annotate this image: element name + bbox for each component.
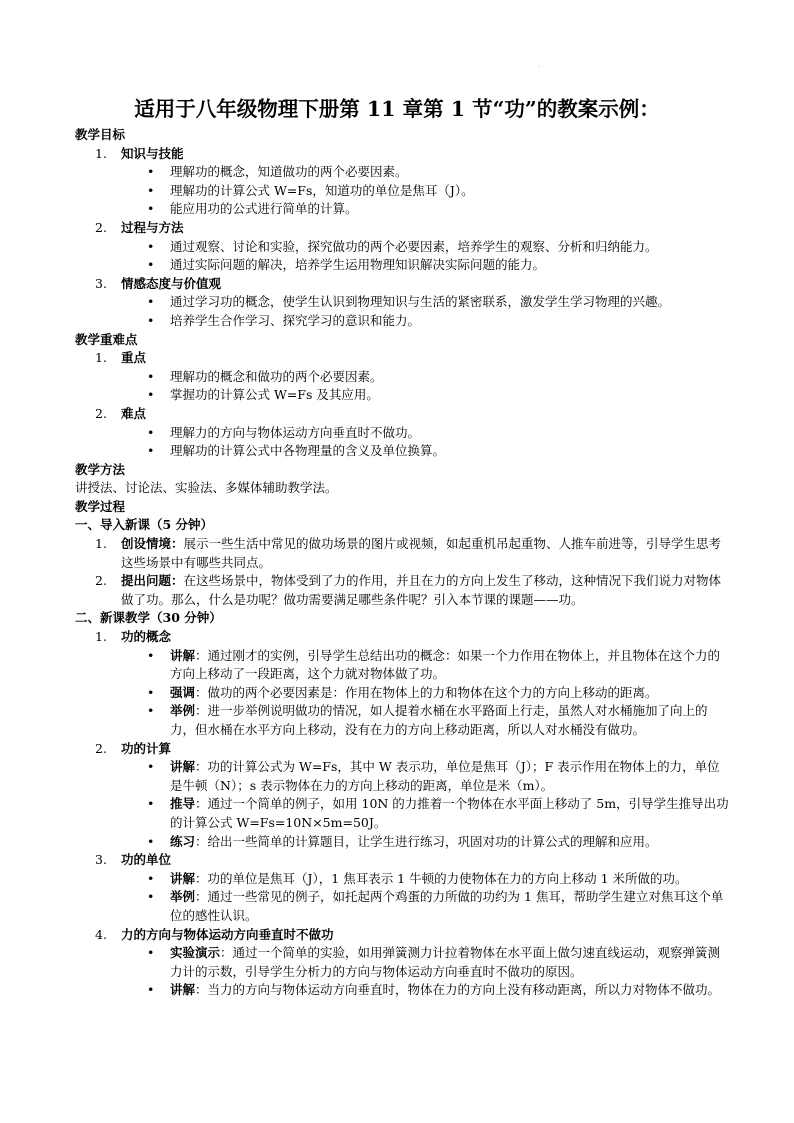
bullet-icon: • bbox=[147, 833, 155, 849]
bullet-icon: • bbox=[147, 982, 155, 998]
subsection-title: 力的方向与物体运动方向垂直时不做功 bbox=[121, 926, 334, 942]
bullet-item bbox=[75, 981, 730, 1000]
list-number: 1. bbox=[95, 629, 107, 645]
bullet-text: ：当力的方向与物体运动方向垂直时，物体在力的方向上没有移动距离，所以力对物体不做功。 bbox=[195, 982, 721, 998]
section-heading: 教学目标 bbox=[75, 127, 126, 142]
bullet-icon: • bbox=[147, 387, 155, 403]
bullet-text: ：给出一些简单的计算题目，让学生进行练习，巩固对功的计算公式的理解和应用。 bbox=[195, 833, 658, 849]
subsection-heading bbox=[75, 740, 730, 759]
bullet-label: 练习 bbox=[170, 833, 196, 849]
subsection-heading bbox=[75, 145, 730, 164]
section-heading: 教学过程 bbox=[75, 498, 126, 514]
bullet-label: 讲解 bbox=[170, 647, 196, 663]
list-number: 2. bbox=[95, 405, 107, 421]
bullet-text: 理解功的概念，知道做功的两个必要因素。 bbox=[170, 164, 408, 180]
bullet-item bbox=[75, 647, 730, 684]
list-number: 3. bbox=[95, 275, 107, 291]
document-title: 适用于八年级物理下册第 11 章第 1 节“功”的教案示例： bbox=[134, 97, 660, 121]
item-text: 在这些场景中，物体受到了力的作用，并且在力的方向上发生了移动，这种情况下我们说力对物体做了功。那么，什么是功呢？做功需要满足哪些条件呢？引入本节课的课题——功。 bbox=[121, 573, 722, 607]
subsection-heading bbox=[75, 851, 730, 870]
bullet-text: 培养学生合作学习、探究学习的意识和能力。 bbox=[170, 312, 421, 328]
subsection-heading bbox=[75, 405, 730, 424]
list-number: 2. bbox=[95, 573, 107, 589]
bullet-text: 通过学习功的概念，使学生认识到物理知识与生活的紧密联系，激发学生学习物理的兴趣。 bbox=[170, 294, 671, 310]
bullet-item bbox=[75, 684, 730, 703]
bullet-text: ：进一步举例说明做功的情况，如人提着水桶在水平路面上行走，虽然人对水桶施加了向上的力，但水桶在水平方向上移动，没有在力的方向上移动距离，所以人对水桶没有做功。 bbox=[170, 703, 708, 737]
bullet-item bbox=[75, 182, 730, 201]
list-number: 1. bbox=[95, 536, 107, 552]
bullet-icon: • bbox=[147, 889, 155, 905]
bullet-icon: • bbox=[147, 684, 155, 700]
item-label: 创设情境： bbox=[121, 536, 184, 552]
bullet-icon: • bbox=[147, 703, 155, 719]
bullet-icon: • bbox=[147, 238, 155, 254]
bullet-item bbox=[75, 795, 730, 832]
bullet-text: ：通过一个简单的实验，如用弹簧测力计拉着物体在水平面上做匀速直线运动，观察弹簧测力计的示数，引导学生分析力的方向与物体运动方向垂直时不做功的原因。 bbox=[170, 945, 721, 979]
subsection-title: 重点 bbox=[121, 350, 147, 366]
bullet-icon: • bbox=[147, 294, 155, 310]
bullet-item bbox=[75, 163, 730, 182]
bullet-text: ：功的计算公式为 W=Fs，其中 W 表示功，单位是焦耳（J）；F 表示作用在物体上的力，单位是牛顿（N）；s 表示物体在力的方向上移动的距离，单位是米（m）。 bbox=[170, 759, 720, 793]
subsection-title: 功的概念 bbox=[121, 629, 172, 645]
bullet-item bbox=[75, 386, 730, 405]
bullet-label: 实验演示 bbox=[170, 945, 221, 961]
bullet-label: 讲解 bbox=[170, 982, 196, 998]
bullet-icon: • bbox=[147, 443, 155, 459]
part-heading: 一、导入新课（5 分钟） bbox=[75, 517, 214, 533]
list-number: 1. bbox=[95, 350, 107, 366]
list-number: 3. bbox=[95, 852, 107, 868]
bullet-item bbox=[75, 870, 730, 889]
bullet-item bbox=[75, 200, 730, 219]
bullet-icon: • bbox=[147, 647, 155, 663]
subsection-heading bbox=[75, 219, 730, 238]
bullet-item bbox=[75, 368, 730, 387]
bullet-text: 理解功的计算公式 W=Fs，知道功的单位是焦耳（J）。 bbox=[170, 182, 474, 198]
paragraph: 讲授法、讨论法、实验法、多媒体辅助教学法。 bbox=[75, 480, 338, 496]
bullet-text: ：功的单位是焦耳（J），1 焦耳表示 1 牛顿的力使物体在力的方向上移动 1 米所做的功。 bbox=[195, 870, 688, 886]
bullet-icon: • bbox=[147, 201, 155, 217]
bullet-icon: • bbox=[147, 796, 155, 812]
bullet-item bbox=[75, 758, 730, 795]
bullet-label: 讲解 bbox=[170, 759, 196, 775]
bullet-icon: • bbox=[147, 182, 155, 198]
bullet-item bbox=[75, 702, 730, 739]
subsection-title: 功的单位 bbox=[121, 852, 172, 868]
bullet-item bbox=[75, 944, 730, 981]
bullet-label: 举例 bbox=[170, 703, 196, 719]
section-heading: 教学重难点 bbox=[75, 331, 138, 347]
subsection-title: 情感态度与价值观 bbox=[121, 275, 222, 291]
bullet-text: ：通过一个简单的例子，如用 10N 的力推着一个物体在水平面上移动了 5m，引导学生推导出功的计算公式 W=Fs=10N×5m=50J。 bbox=[170, 796, 729, 830]
document-body bbox=[75, 126, 730, 1000]
subsection-heading bbox=[75, 349, 730, 368]
list-number: 2. bbox=[95, 219, 107, 235]
bullet-icon: • bbox=[147, 164, 155, 180]
bullet-label: 举例 bbox=[170, 889, 196, 905]
item-label: 提出问题： bbox=[121, 573, 184, 589]
numbered-item bbox=[75, 572, 730, 609]
list-number: 2. bbox=[95, 740, 107, 756]
bullet-item bbox=[75, 312, 730, 331]
section-heading: 教学方法 bbox=[75, 461, 126, 477]
bullet-icon: • bbox=[147, 870, 155, 886]
bullet-icon: • bbox=[147, 759, 155, 775]
bullet-text: 掌握功的计算公式 W=Fs 及其应用。 bbox=[170, 387, 379, 403]
subsection-heading bbox=[75, 628, 730, 647]
bullet-item bbox=[75, 833, 730, 852]
bullet-icon: • bbox=[147, 257, 155, 273]
bullet-icon: • bbox=[147, 945, 155, 961]
numbered-item bbox=[75, 535, 730, 572]
bullet-item bbox=[75, 238, 730, 257]
bullet-label: 讲解 bbox=[170, 870, 196, 886]
bullet-label: 推导 bbox=[170, 796, 196, 812]
bullet-item bbox=[75, 293, 730, 312]
bullet-text: 理解力的方向与物体运动方向垂直时不做功。 bbox=[170, 424, 421, 440]
subsection-heading bbox=[75, 275, 730, 294]
bullet-text: ：做功的两个必要因素是：作用在物体上的力和物体在这个力的方向上移动的距离。 bbox=[195, 684, 658, 700]
bullet-item bbox=[75, 442, 730, 461]
bullet-text: 通过实际问题的解决，培养学生运用物理知识解决实际问题的能力。 bbox=[170, 257, 546, 273]
bullet-item bbox=[75, 888, 730, 925]
bullet-text: 能应用功的公式进行简单的计算。 bbox=[170, 201, 358, 217]
bullet-item bbox=[75, 256, 730, 275]
bullet-text: ：通过刚才的实例，引导学生总结出功的概念：如果一个力作用在物体上，并且物体在这个力的方向上移动了一段距离，这个力就对物体做了功。 bbox=[170, 647, 721, 682]
subsection-title: 过程与方法 bbox=[121, 219, 184, 235]
part-heading: 二、新课教学（30 分钟） bbox=[75, 610, 222, 626]
subsection-title: 功的计算 bbox=[121, 740, 172, 756]
subsection-title: 难点 bbox=[121, 405, 147, 421]
header-mark: · bbox=[538, 64, 540, 71]
bullet-text: 理解功的概念和做功的两个必要因素。 bbox=[170, 368, 383, 384]
bullet-icon: • bbox=[147, 424, 155, 440]
item-text: 展示一些生活中常见的做功场景的图片或视频，如起重机吊起重物、人推车前进等，引导学生思考这些场景中有哪些共同点。 bbox=[121, 536, 722, 570]
bullet-label: 强调 bbox=[170, 684, 196, 700]
bullet-item bbox=[75, 424, 730, 443]
bullet-text: 通过观察、讨论和实验，探究做功的两个必要因素，培养学生的观察、分析和归纳能力。 bbox=[170, 238, 658, 254]
bullet-text: ：通过一些常见的例子，如托起两个鸡蛋的力所做的功约为 1 焦耳，帮助学生建立对焦耳这个单位的感性认识。 bbox=[170, 889, 724, 923]
list-number: 4. bbox=[95, 926, 107, 942]
subsection-title: 知识与技能 bbox=[121, 145, 184, 161]
bullet-text: 理解功的计算公式中各物理量的含义及单位换算。 bbox=[170, 443, 446, 459]
subsection-heading bbox=[75, 926, 730, 945]
bullet-icon: • bbox=[147, 368, 155, 384]
list-number: 1. bbox=[95, 145, 107, 161]
bullet-icon: • bbox=[147, 312, 155, 328]
